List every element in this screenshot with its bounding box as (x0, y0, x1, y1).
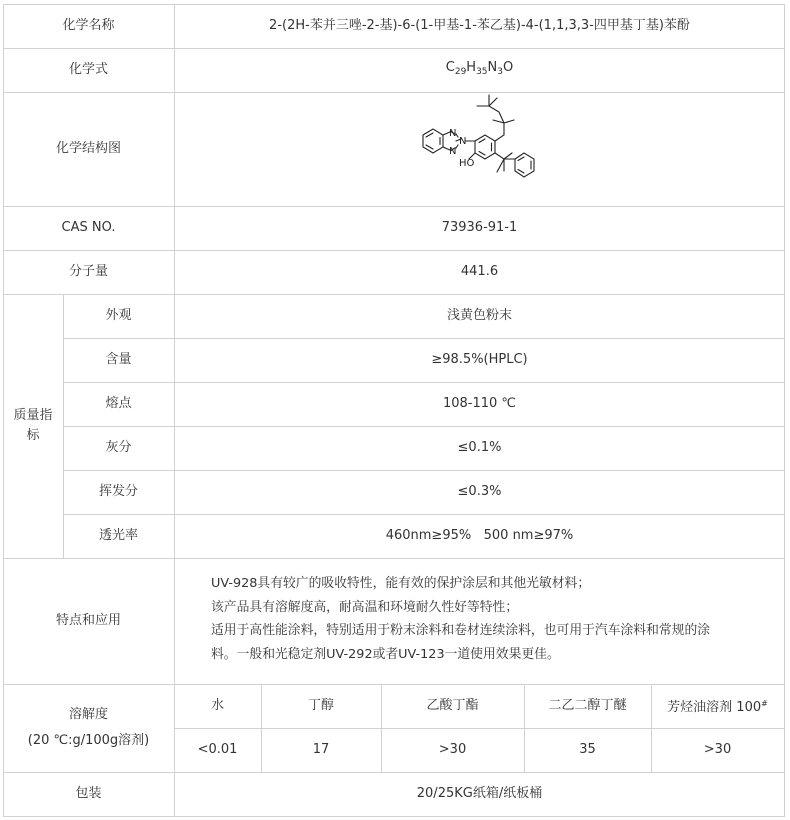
quality-item-value: 浅黄色粉末 (446, 308, 512, 323)
quality-item-label: 含量 (105, 352, 132, 367)
structure-label: 化学结构图 (55, 141, 121, 156)
solubility-header: 丁醇 (307, 698, 334, 713)
table-border-bottom (3, 816, 785, 817)
formula-value: $C_{29}H_{35}N_3O$ (445, 60, 514, 77)
quality-item-value: ≤0.3% (457, 484, 502, 499)
atom-n2: N (459, 136, 467, 147)
quality-item-label: 灰分 (105, 440, 132, 455)
solubility-value: >30 (703, 742, 732, 757)
quality-item-label: 透光率 (98, 528, 138, 543)
quality-item-value: ≥98.5%(HPLC) (431, 352, 528, 367)
features-text (211, 572, 767, 666)
quality-item-value: ≤0.1% (457, 440, 502, 455)
packaging-label: 包装 (75, 786, 102, 801)
cas-value: 73936-91-1 (441, 220, 518, 235)
cas-label: CAS NO. (61, 220, 116, 235)
quality-item-value: 460nm≥95% 500 nm≥97% (385, 528, 574, 543)
molecular-weight-label: 分子量 (68, 264, 108, 279)
solubility-header: 乙酸丁酯 (426, 698, 479, 713)
solubility-value: 35 (579, 742, 596, 757)
solubility-value: 17 (312, 742, 330, 757)
solubility-value: <0.01 (197, 742, 238, 757)
features-line: 适用于高性能涂料，特别适用于粉末涂料和卷材连续涂料，也可用于汽车涂料和常规的涂 (211, 623, 711, 638)
features-line: 该产品具有溶解度高，耐高温和环境耐久性好等特性； (211, 599, 519, 615)
features-label: 特点和应用 (55, 613, 121, 628)
quality-label: 质量指标 (13, 408, 53, 443)
solubility-header: 二乙二醇丁醚 (548, 698, 627, 713)
molecular-weight-value: 441.6 (460, 264, 499, 279)
atom-n3: N (449, 146, 457, 157)
features-line: 料。一般和光稳定剂UV-292或者UV-123一道使用效果更佳。 (211, 646, 560, 662)
quality-item-value: 108-110 ℃ (442, 396, 517, 411)
solubility-header: 水 (210, 698, 224, 713)
solubility-value: >30 (438, 742, 467, 757)
solubility-label: 溶解度 (20 ℃:g/100g溶剂) (27, 707, 150, 748)
solubility-header: 芳烃油溶剂 100# (667, 699, 768, 715)
atom-n1: N (449, 128, 457, 139)
chemical-structure-diagram (401, 92, 561, 210)
features-line: UV-928具有较广的吸收特性，能有效的保护涂层和其他光敏材料； (211, 576, 591, 591)
product-spec-table (3, 4, 785, 817)
quality-item-label: 挥发分 (98, 484, 138, 499)
chemical-name-value: 2-(2H-苯并三唑-2-基)-6-(1-甲基-1-苯乙基)-4-(1,1,3,3-四甲基丁基)苯酚 (269, 18, 690, 33)
atom-ho: HO (459, 158, 475, 169)
quality-item-label: 外观 (105, 308, 132, 323)
packaging-value: 20/25KG纸箱/纸板桶 (416, 786, 543, 801)
formula-label: 化学式 (68, 62, 108, 77)
chemical-name-label: 化学名称 (62, 18, 115, 33)
quality-item-label: 熔点 (105, 396, 132, 411)
